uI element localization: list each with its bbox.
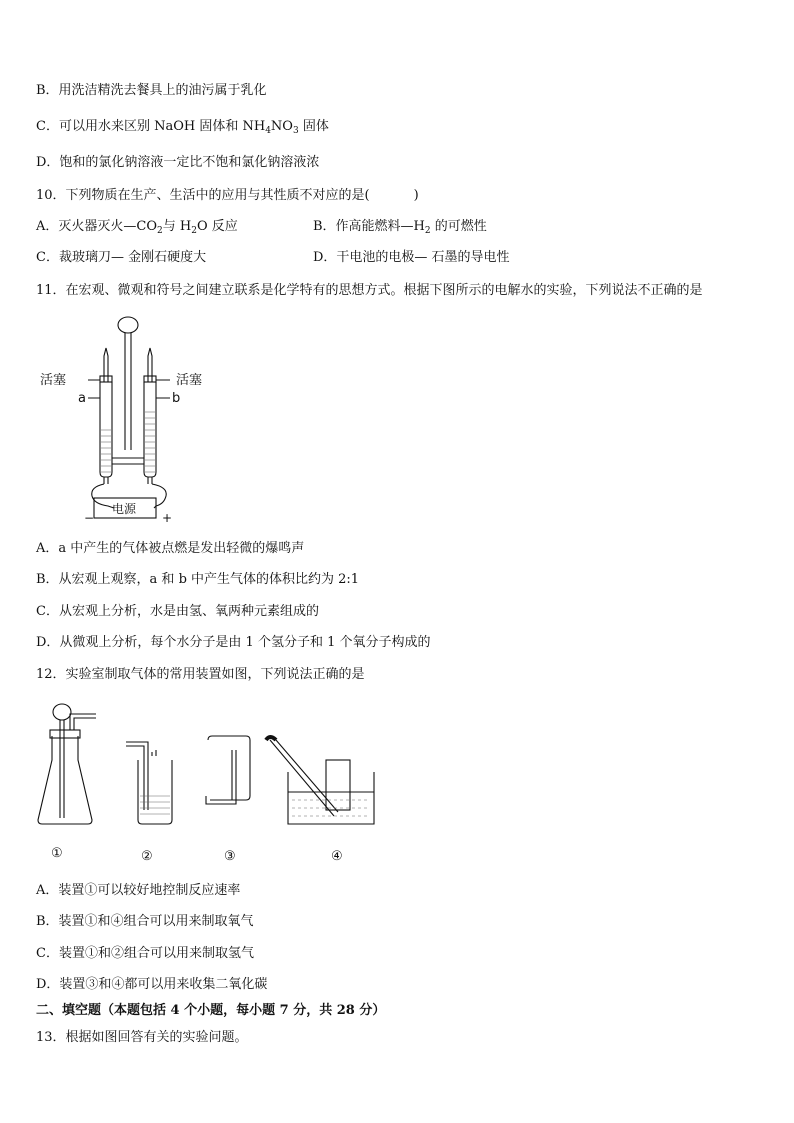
tube-a-tip [104,348,108,382]
washing-bottle-tubes [126,742,156,810]
tube-b-tip [148,348,152,382]
label-apparatus-2: ② [141,849,153,864]
upward-delivery-tube [206,750,236,804]
q11-option-a: A．a 中产生的气体被点燃是发出轻微的爆鸣声 [36,541,305,556]
water-hatching-a [101,430,111,472]
q10-stem-post: ) [413,188,419,203]
q9-option-c-sub1: 4 [265,126,271,136]
flask-outlet-tube [70,714,96,730]
q12-option-a: A．装置①可以较好地控制反应速率 [36,883,241,898]
q9-option-c [36,118,329,136]
q10-option-a-sub2: 2 [191,226,197,236]
gas-apparatus-figure [30,700,390,840]
water-dashes [292,800,370,816]
funnel-bulb [118,317,138,333]
rubber-tube [266,737,276,740]
q10-option-b [313,218,487,236]
q12-option-d: D．装置③和④都可以用来收集二氧化碳 [36,977,268,992]
q9-option-c-post: 固体 [298,119,329,134]
label-stopcock-right: 活塞 [176,373,203,388]
q10-option-a-post: O 反应 [196,219,238,234]
q10-option-a [36,218,238,236]
label-stopcock-left: 活塞 [40,373,67,388]
label-tube-b: b [172,391,181,406]
q11-option-b: B．从宏观上观察，a 和 b 中产生气体的体积比约为 2:1 [36,572,360,587]
q10-stem-pre: 10．下列物质在生产、生活中的应用与其性质不对应的是( [36,188,370,203]
label-apparatus-3: ③ [224,849,236,864]
q10-option-d: D．干电池的电极— 石墨的导电性 [313,250,510,265]
q9-option-b: B．用洗洁精洗去餐具上的油污属于乳化 [36,83,267,98]
electrode-right [148,477,152,484]
q10-stem [36,187,419,205]
q9-option-c-mid: NO [270,119,293,134]
label-apparatus-1: ① [51,846,63,861]
water-hatching-b [145,412,155,472]
q10-option-b-sub: 2 [424,226,431,236]
stopcock-left [100,376,112,382]
electrode-left [104,477,108,484]
q9-option-c-sub2: 3 [292,126,299,136]
flask-stopper [50,730,80,738]
label-power: 电源 [112,502,137,516]
q10-option-b-post: 的可燃性 [430,219,487,234]
label-minus: − [84,511,95,525]
tube-a [100,382,112,477]
q11-option-c: C．从宏观上分析，水是由氢、氧两种元素组成的 [36,604,319,619]
q10-option-a-pre: A．灭火器灭火—CO [36,219,157,234]
q9-option-d: D．饱和的氯化钠溶液一定比不饱和氯化钠溶液浓 [36,155,320,170]
funnel-stem [125,333,131,450]
q10-option-a-sub1: 2 [157,226,163,236]
long-neck-funnel-bulb [53,704,71,720]
washing-bottle [138,760,172,824]
q10-option-c: C．裁玻璃刀— 金刚石硬度大 [36,250,207,265]
q10-option-a-mid: 与 H [162,219,192,234]
q13-stem: 13．根据如图回答有关的实验问题。 [36,1030,248,1045]
stopcock-right [144,376,156,382]
q12-stem: 12．实验室制取气体的常用装置如图，下列说法正确的是 [36,667,365,682]
q10-option-b-pre: B．作高能燃料—H [313,219,425,234]
electrolysis-apparatus-figure [40,312,230,526]
q11-stem: 11．在宏观、微观和符号之间建立联系是化学特有的思想方式。根据下图所示的电解水的实验，下列说法不正确的是 [36,283,703,298]
conical-flask [38,736,92,824]
wire-right [152,484,166,508]
q12-option-b: B．装置①和④组合可以用来制取氧气 [36,914,254,929]
label-plus: + [162,511,173,525]
long-neck-funnel-stem [60,720,64,818]
tube-b [144,382,156,477]
label-tube-a: a [78,391,86,406]
connecting-tube [112,458,144,464]
q11-option-d: D．从微观上分析，每个水分子是由 1 个氢分子和 1 个氧分子构成的 [36,635,431,650]
wire-left [92,484,114,508]
label-apparatus-4: ④ [331,849,343,864]
collecting-bottle [208,736,250,800]
q9-option-c-pre: C．可以用水来区别 NaOH 固体和 NH [36,119,266,134]
delivery-tube [270,740,338,816]
section-2-title: 二、填空题（本题包括 4 个小题，每小题 7 分，共 28 分） [36,1003,386,1018]
q12-option-c: C．装置①和②组合可以用来制取氢气 [36,946,254,961]
